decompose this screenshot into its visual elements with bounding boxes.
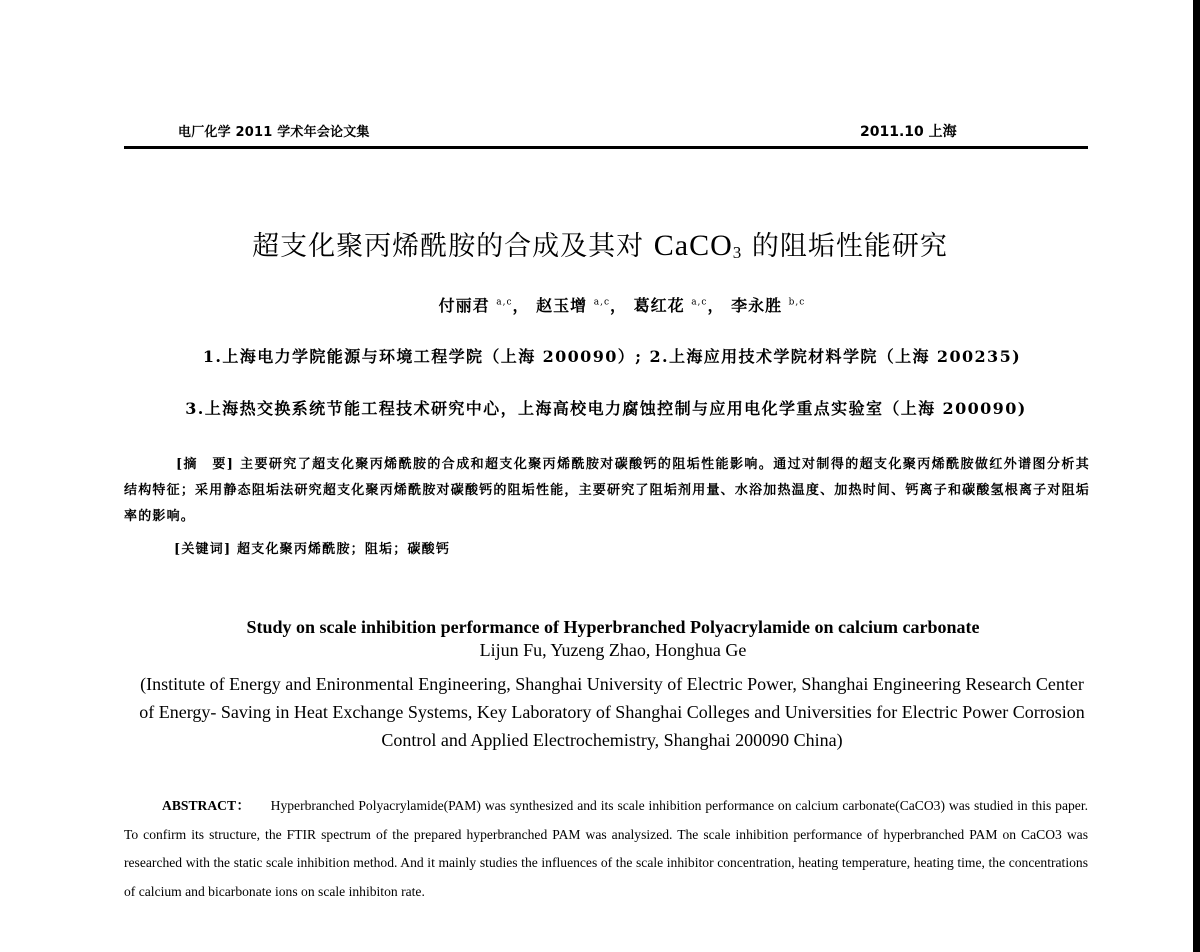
title-prefix: 超支化聚丙烯酰胺的合成及其对 bbox=[252, 231, 654, 262]
chem-subscript: 3 bbox=[732, 243, 743, 262]
author: 赵玉增 $^{a,c}$ bbox=[536, 296, 610, 315]
chem-main: CaCO bbox=[653, 229, 733, 262]
author: 付丽君 $^{a,c}$ bbox=[438, 296, 513, 315]
cn-abstract-label: [摘 要] bbox=[176, 457, 235, 472]
affiliation-line-1: 1.上海电力学院能源与环境工程学院（上海 200090）; 2.上海应用技术学院材料学院（上海 200235) bbox=[202, 347, 1022, 366]
english-abstract bbox=[124, 792, 1088, 906]
chinese-abstract bbox=[124, 452, 1090, 530]
english-affiliation: (Institute of Energy and Enironmental Engineering, Shanghai University of Electric Power, Shanghai Engineering Research Center of Energy- Saving in Heat Exchange Systems, Key Laboratory of Shanghai Colleges and Universities for Electric Power Corrosion Control and Applied Electrochemistry, Shanghai 200090 China) bbox=[139, 674, 1085, 750]
author: 葛红花 $^{a,c}$ bbox=[633, 296, 708, 315]
en-abstract-label: ABSTRACT： bbox=[162, 798, 251, 813]
author: 李永胜 $^{b,c}$ bbox=[731, 296, 806, 315]
english-title: Study on scale inhibition performance of Hyperbranched Polyacrylamide on calcium carbonate bbox=[246, 617, 980, 637]
en-abstract-text: Hyperbranched Polyacrylamide(PAM) was synthesized and its scale inhibition performance on calcium carbonate(CaCO3) was studied in this paper. To confirm its structure, the FTIR spectrum of the prepared hyperbranched PAM was analysized. The scale inhibition performance of hyperbranched PAM on CaCO3 was researched with the static scale inhibition method. And it mainly studies the influences of the scale inhibitor concentration, heating temperature, heating time, the concentrations of calcium and bicarbonate ions on scale inhibiton rate. bbox=[124, 798, 1088, 899]
running-header bbox=[124, 118, 1088, 148]
author-list: 付丽君 $^{a,c}$， 赵玉增 $^{a,c}$， 葛红花 $^{a,c}$， 李永胜 $^{b,c}$ bbox=[438, 296, 806, 315]
cn-keywords-text: 超支化聚丙烯酰胺；阻垢；碳酸钙 bbox=[237, 542, 451, 557]
title-suffix: 的阻垢性能研究 bbox=[742, 231, 948, 262]
paper-title bbox=[0, 224, 1200, 263]
proceedings-name: 电厂化学 2011 学术年会论文集 bbox=[178, 125, 370, 140]
affiliation-line-2: 3.上海热交换系统节能工程技术研究中心，上海高校电力腐蚀控制与应用电化学重点实验室（上海 200090) bbox=[185, 399, 1027, 418]
chinese-keywords bbox=[174, 538, 450, 557]
cn-abstract-text: 主要研究了超支化聚丙烯酰胺的合成和超支化聚丙烯酰胺对碳酸钙的阻垢性能影响。通过对制得的超支化聚丙烯酰胺做红外谱图分析其结构特征；采用静态阻垢法研究超支化聚丙烯酰胺对碳酸钙的阻垢性能，主要研究了阻垢剂用量、水浴加热温度、加热时间、钙离子和碳酸氢根离子对阻垢率的影响。 bbox=[124, 457, 1090, 524]
header-rule bbox=[124, 146, 1088, 149]
title-chem-formula bbox=[654, 229, 743, 262]
scan-edge-bar bbox=[1193, 0, 1200, 952]
conference-date-location: 2011.10 上海 bbox=[860, 124, 957, 140]
cn-keywords-label: [关键词] bbox=[174, 542, 232, 557]
english-authors: Lijun Fu, Yuzeng Zhao, Honghua Ge bbox=[479, 640, 747, 660]
